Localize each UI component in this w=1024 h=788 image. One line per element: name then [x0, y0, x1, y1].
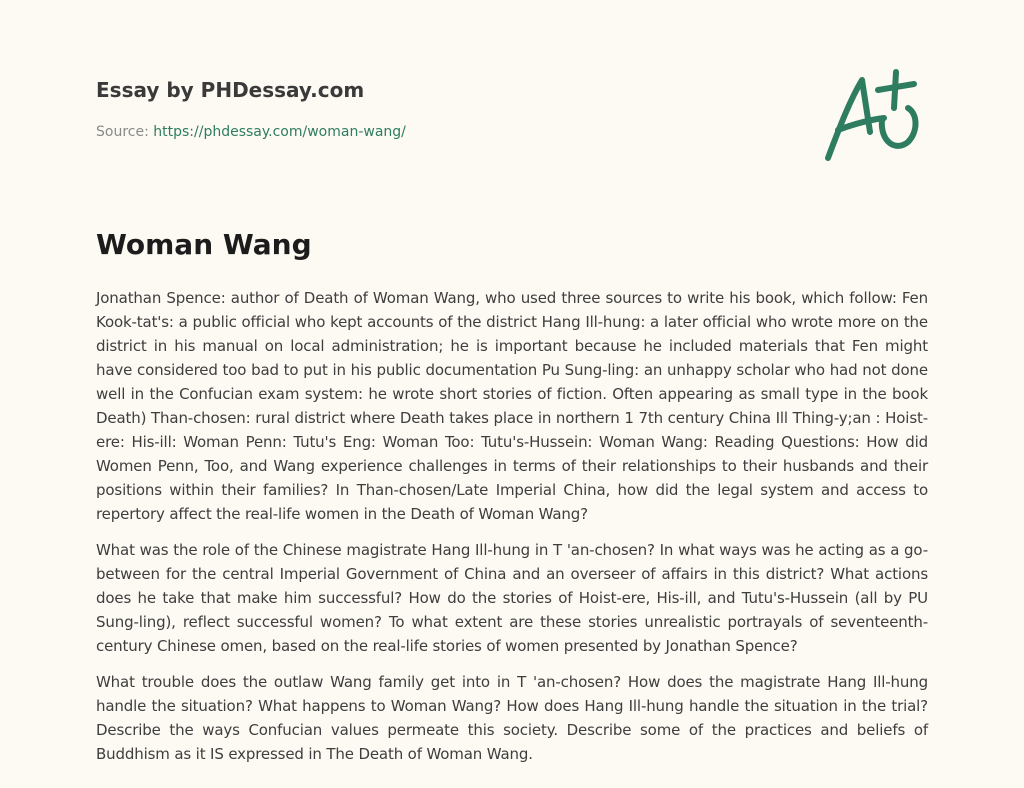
page-title: Woman Wang	[96, 228, 312, 261]
a-plus-grade-icon	[818, 66, 930, 166]
source-line	[96, 124, 406, 140]
source-link[interactable]: https://phdessay.com/woman-wang/	[153, 124, 406, 140]
essay-body	[96, 286, 928, 778]
source-label: Source:	[96, 124, 154, 140]
paragraph: What was the role of the Chinese magistrate Hang Ill-hung in T 'an-chosen? In what ways was he acting as a go-between for the central Imperial Government of China and an overseer of affairs in this district? What actions does he take that make him successful? How do the stories of Hoist-ere, His-ill, and Tutu's-Hussein (all by PU Sung-ling), reflect successful women? To what extent are these stories unrealistic portrayals of seventeenth-century Chinese omen, based on the real-life stories of women presented by Jonathan Spence?	[96, 541, 928, 655]
paragraph: What trouble does the outlaw Wang family get into in T 'an-chosen? How does the magistrate Hang Ill-hung handle the situation? What happens to Woman Wang? How does Hang Ill-hung handle the situation in the trial? Describe the ways Confucian values permeate this society. Describe some of the practices and beliefs of Buddhism as it IS expressed in The Death of Woman Wang.	[96, 673, 928, 763]
brand-title: Essay by PHDessay.com	[96, 78, 365, 102]
paragraph: Jonathan Spence: author of Death of Woman Wang, who used three sources to write his book, which follow: Fen Kook-tat's: a public official who kept accounts of the district Hang Ill-hung: a later official who wrote more on the district in his manual on local administration; he is important because he included materials that Fen might have considered too bad to put in his public documentation Pu Sung-ling: an unhappy scholar who had not done well in the Confucian exam system: he wrote short stories of fiction. Often appearing as small type in the book Death) Than-chosen: rural district where Death takes place in northern 1 7th century China Ill Thing-y;an : Hoist-ere: His-ill: Woman Penn: Tutu's Eng: Woman Too: Tutu's-Hussein: Woman Wang: Reading Questions: How did Women Penn, Too, and Wang experience challenges in terms of their relationships to their husbands and their positions within their families? In Than-chosen/Late Imperial China, how did the legal system and access to repertory affect the real-life women in the Death of Woman Wang?	[96, 289, 928, 523]
essay-header	[96, 76, 406, 140]
